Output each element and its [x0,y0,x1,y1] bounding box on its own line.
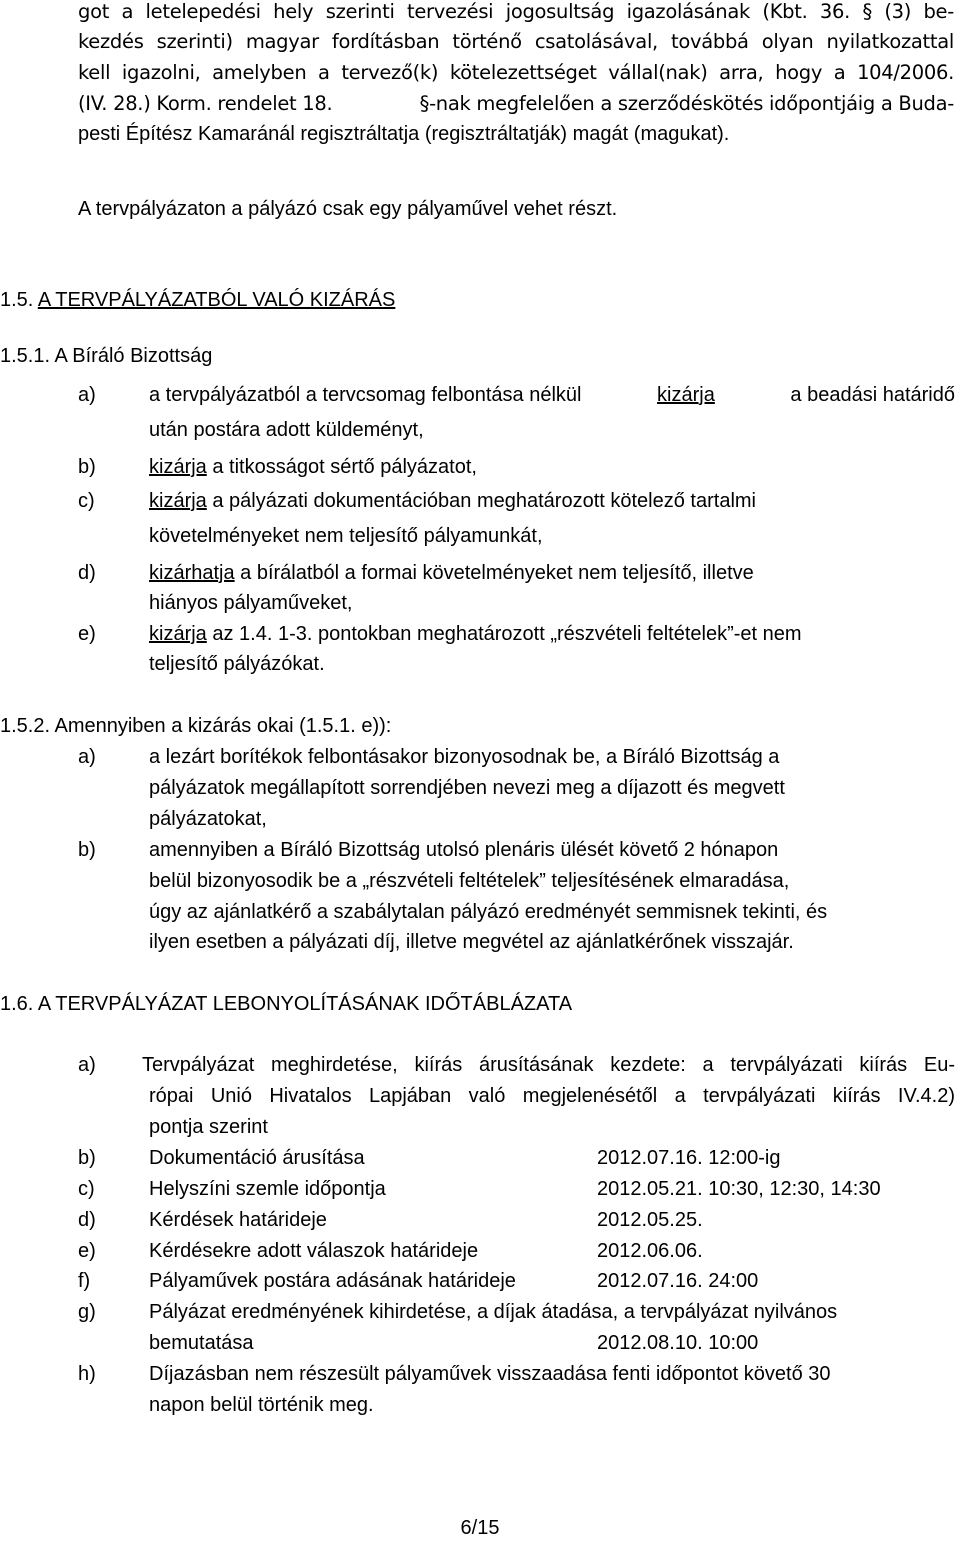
list-item-cont: pályázatokat, [149,808,267,830]
schedule-date: 2012.08.10. 10:00 [597,1332,759,1354]
schedule-item: Pályázat eredményének kihirdetése, a díjak átadása, a tervpályázat nyilvános [149,1301,838,1323]
schedule-label: b) [78,1147,96,1169]
list-item: amennyiben a Bíráló Bizottság utolsó plenáris ülését követő 2 hónapon [149,839,779,861]
item-text: a beadási határidő [790,384,955,406]
list-label: b) [78,456,96,478]
schedule-date: 2012.07.16. 24:00 [597,1270,759,1292]
schedule-label: c) [78,1178,95,1200]
single-entry-rule: A tervpályázaton a pályázó csak egy pályaművel vehet részt. [78,198,618,220]
intro-line: kell igazolni, amelyben a tervező(k) kötelezettséget vállal(nak) arra, hogy a 104/2006. [78,61,954,84]
schedule-item: Helyszíni szemle időpontja [149,1178,386,1200]
list-item-cont: pályázatok megállapított sorrendjében nevezi meg a díjazott és megvett [149,777,785,799]
list-label: a) [78,384,96,406]
schedule-item: Díjazásban nem részesült pályaművek visszaadása fenti időpontot követő 30 [149,1363,831,1385]
item-text: a titkosságot sértő pályázatot, [206,456,477,478]
schedule-date: 2012.05.21. 10:30, 12:30, 14:30 [597,1178,881,1200]
list-item-cont: hiányos pályaműveket, [149,592,353,614]
keyword: kizárja [149,456,207,478]
intro-line [78,89,954,119]
section-heading: 1.6. A TERVPÁLYÁZAT LEBONYOLÍTÁSÁNAK IDŐTÁBLÁZATA [0,993,573,1015]
schedule-label: f) [78,1270,91,1292]
subsection-heading: 1.5.1. A Bíráló Bizottság [0,345,213,367]
subsection-heading: 1.5.2. Amennyiben a kizárás okai (1.5.1. e)): [0,715,392,737]
item-text: az 1.4. 1-3. pontokban meghatározott „részvételi feltételek”-et nem [206,623,802,645]
section-number: 1.5. [0,289,38,311]
list-label: e) [78,623,96,645]
intro-line-part: (IV. 28.) Korm. rendelet 18. [78,92,333,115]
list-label: d) [78,562,96,584]
schedule-item: Kérdések határideje [149,1209,327,1231]
list-item-cont: rópai Unió Hivatalos Lapjában való megjelenésétől a tervpályázati kiírás IV.4.2) [149,1085,955,1107]
schedule-label: e) [78,1240,96,1262]
list-item: Tervpályázat meghirdetése, kiírás árusításának kezdete: a tervpályázati kiírás Eu- [142,1054,955,1076]
list-item [149,558,754,588]
schedule-label: d) [78,1209,96,1231]
keyword: kizárhatja [149,562,235,584]
section-heading [0,285,395,315]
schedule-item: Pályaművek postára adásának határideje [149,1270,516,1292]
list-label: a) [78,1054,96,1076]
schedule-date: 2012.05.25. [597,1209,703,1231]
intro-line: pesti Építész Kamaránál regisztráltatja (regisztráltatják) magát (magukat). [78,123,730,145]
schedule-date: 2012.06.06. [597,1240,703,1262]
list-label: a) [78,746,96,768]
list-label: c) [78,490,95,512]
list-item-cont: követelményeket nem teljesítő pályamunkát, [149,525,543,547]
schedule-item: Dokumentáció árusítása [149,1147,365,1169]
section-title: A TERVPÁLYÁZATBÓL VALÓ KIZÁRÁS [37,289,396,311]
intro-line: kezdés szerinti) magyar fordításban történő csatolásával, továbbá olyan nyilatkozattal [78,30,954,53]
list-item-cont: pontja szerint [149,1116,268,1138]
list-item [149,619,802,649]
list-item: a lezárt borítékok felbontásakor bizonyosodnak be, a Bíráló Bizottság a [149,746,780,768]
schedule-date: 2012.07.16. 12:00-ig [597,1147,781,1169]
list-item-cont: belül bizonyosodik be a „részvételi feltételek” teljesítésének elmaradása, [149,870,790,892]
intro-line-part: §-nak megfelelően a szerződéskötés időpontjáig a Buda- [419,92,954,115]
list-item [149,380,955,410]
schedule-item-cont: bemutatása [149,1332,254,1354]
keyword: kizárja [149,623,207,645]
schedule-label: g) [78,1301,96,1323]
keyword: kizárja [149,490,207,512]
schedule-label: h) [78,1363,96,1385]
list-item-cont: teljesítő pályázókat. [149,653,325,675]
item-text: a pályázati dokumentációban meghatározott kötelező tartalmi [206,490,756,512]
list-item-cont: ilyen esetben a pályázati díj, illetve megvétel az ajánlatkérőnek visszajár. [149,931,794,953]
item-text: a bírálatból a formai követelményeket nem teljesítő, illetve [234,562,754,584]
list-item-cont: után postára adott küldeményt, [149,419,424,441]
list-item-cont: úgy az ajánlatkérő a szabálytalan pályázó eredményét semmisnek tekinti, és [149,901,828,923]
list-label: b) [78,839,96,861]
list-item [149,486,756,516]
list-item [149,452,477,482]
item-text: a tervpályázatból a tervcsomag felbontása nélkül [149,384,582,406]
intro-line: got a letelepedési hely szerinti tervezési jogosultság igazolásának (Kbt. 36. § (3) be- [78,0,954,23]
schedule-item-cont: napon belül történik meg. [149,1394,374,1416]
page-number: 6/15 [460,1517,500,1539]
keyword: kizárja [657,384,715,406]
schedule-item: Kérdésekre adott válaszok határideje [149,1240,479,1262]
